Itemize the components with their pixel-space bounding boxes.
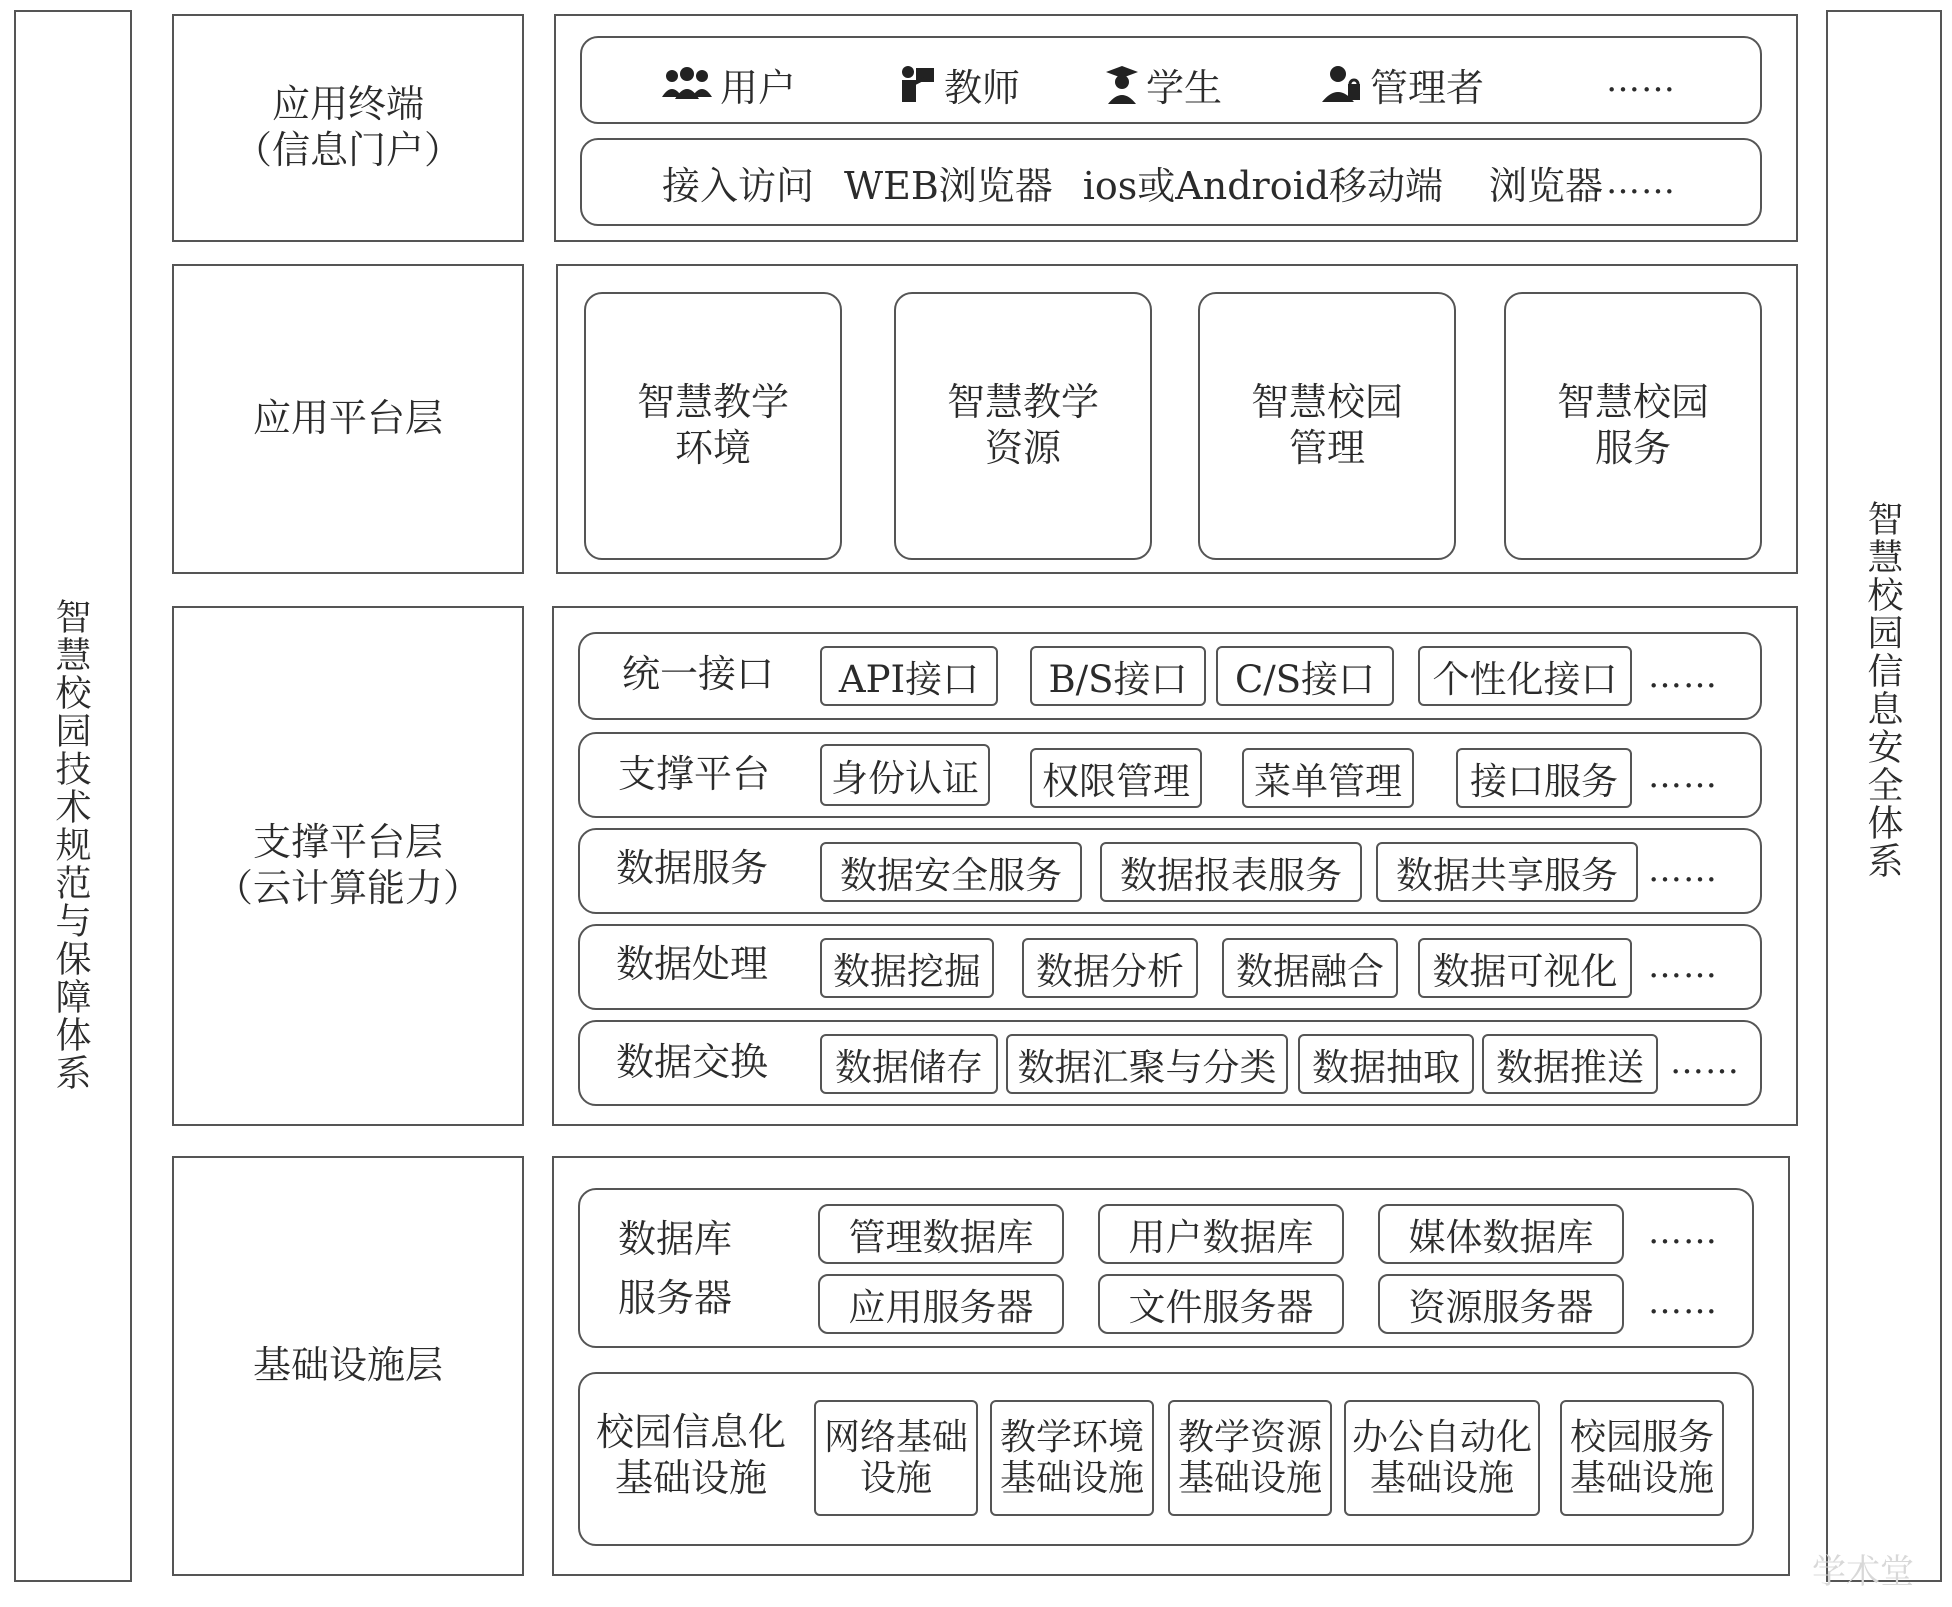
support-row-label: 数据处理	[616, 942, 769, 986]
campus-infra-chip	[990, 1400, 1154, 1516]
app-module-label: 服务	[1594, 426, 1671, 470]
servers-more: ……	[1648, 1282, 1718, 1322]
databases-more: ……	[1648, 1212, 1718, 1252]
right-security-label: 智慧校园信息安全体系	[1862, 500, 1903, 880]
infrastructure-layer-title: 基础设施层	[252, 1343, 443, 1388]
user-types-row	[660, 56, 1484, 112]
support-layer-subtitle: （云计算能力）	[214, 866, 481, 910]
campus-infra-line: 办公自动化	[1351, 1416, 1532, 1458]
app-module-teaching-resources	[894, 292, 1152, 560]
campus-infra-line: 设施	[859, 1458, 932, 1499]
app-module-label: 智慧教学	[946, 380, 1099, 425]
access-web: WEB浏览器	[844, 163, 1053, 208]
campus-infra-line: 基础设施	[999, 1458, 1144, 1499]
app-module-campus-management	[1198, 292, 1456, 560]
support-chip: 数据储存	[820, 1034, 998, 1094]
support-chip: API接口	[820, 646, 998, 706]
app-module-label: 智慧教学	[636, 380, 789, 425]
app-module-teaching-environment	[584, 292, 842, 560]
campus-infra-line: 基础设施	[1569, 1458, 1714, 1499]
support-chip: 数据共享服务	[1376, 842, 1638, 902]
support-chip: 数据分析	[1022, 938, 1198, 998]
support-chip: 个性化接口	[1418, 646, 1632, 706]
support-chip: 数据抽取	[1298, 1034, 1474, 1094]
terminal-layer-title-box	[172, 14, 524, 242]
support-row-more: ……	[1648, 756, 1718, 796]
admin-item	[1320, 57, 1484, 112]
support-chip: B/S接口	[1030, 646, 1206, 706]
campus-infra-line: 网络基础	[823, 1416, 968, 1458]
database-chip: 用户数据库	[1098, 1204, 1344, 1264]
support-row-more: ……	[1648, 656, 1718, 696]
user-types-more: ……	[1606, 60, 1676, 100]
support-row-more: ……	[1670, 1042, 1740, 1082]
terminal-layer-subtitle: （信息门户）	[233, 128, 462, 172]
servers-label-line: 服务器	[618, 1275, 733, 1320]
campus-infra-line: 教学环境	[999, 1416, 1144, 1458]
server-chip: 文件服务器	[1098, 1274, 1344, 1334]
database-chip: 媒体数据库	[1378, 1204, 1624, 1264]
student-icon	[1104, 64, 1140, 104]
app-module-label: 管理	[1288, 426, 1365, 470]
campus-infra-chip	[1560, 1400, 1724, 1516]
infrastructure-layer-title-box	[172, 1156, 524, 1576]
app-module-label: 智慧校园	[1556, 380, 1709, 425]
support-chip: 数据报表服务	[1100, 842, 1362, 902]
access-browser: 浏览器	[1489, 163, 1604, 208]
campus-infra-chip	[1168, 1400, 1332, 1516]
campus-infrastructure-label	[596, 1410, 786, 1501]
student-item	[1104, 57, 1222, 112]
admin-icon	[1320, 64, 1364, 104]
users-icon	[660, 67, 714, 101]
support-chip: 身份认证	[820, 744, 990, 806]
teacher-icon	[894, 64, 938, 104]
server-chip: 应用服务器	[818, 1274, 1064, 1334]
teacher-item	[894, 57, 1020, 112]
database-chip: 管理数据库	[818, 1204, 1064, 1264]
support-chip: 数据融合	[1222, 938, 1398, 998]
app-module-campus-services	[1504, 292, 1762, 560]
access-label: 接入访问	[662, 163, 815, 208]
support-row-more: ……	[1648, 850, 1718, 890]
app-module-label: 环境	[674, 426, 751, 470]
support-chip: C/S接口	[1216, 646, 1394, 706]
support-layer-title: 支撑平台层	[252, 820, 443, 865]
user-label: 用户	[720, 65, 797, 110]
left-standards-label: 智慧校园技术规范与保障体系	[50, 598, 91, 1092]
support-row-label: 数据服务	[616, 846, 769, 890]
campus-label-line: 校园信息化	[596, 1410, 787, 1454]
support-chip: 数据可视化	[1418, 938, 1632, 998]
terminal-layer-title: 应用终端	[271, 82, 424, 127]
servers-label-line: 数据库	[618, 1217, 733, 1261]
servers-block-label	[618, 1210, 732, 1328]
support-chip: 数据挖掘	[820, 938, 994, 998]
campus-infra-line: 基础设施	[1369, 1458, 1514, 1499]
support-chip: 数据汇聚与分类	[1006, 1034, 1288, 1094]
campus-infra-chip	[1344, 1400, 1540, 1516]
campus-infra-line: 教学资源	[1177, 1416, 1322, 1458]
support-chip: 数据推送	[1482, 1034, 1658, 1094]
access-methods-more: ……	[1606, 162, 1676, 202]
support-chip: 数据安全服务	[820, 842, 1082, 902]
support-row-label: 统一接口	[622, 652, 775, 696]
support-row-label: 支撑平台	[618, 752, 771, 796]
campus-label-line: 基础设施	[615, 1455, 768, 1500]
campus-infra-line: 校园服务	[1569, 1416, 1714, 1458]
user-item	[660, 57, 796, 112]
watermark: 学术堂	[1812, 1552, 1914, 1592]
support-row-label: 数据交换	[616, 1040, 769, 1084]
student-label: 学生	[1146, 65, 1223, 110]
teacher-label: 教师	[944, 65, 1021, 110]
support-chip: 权限管理	[1030, 748, 1202, 808]
support-chip: 接口服务	[1456, 748, 1632, 808]
support-row-more: ……	[1648, 946, 1718, 986]
application-layer-title: 应用平台层	[252, 396, 443, 441]
access-methods-row	[662, 154, 1603, 210]
support-layer-title-box	[172, 606, 524, 1126]
admin-label: 管理者	[1370, 65, 1485, 110]
app-module-label: 资源	[984, 426, 1061, 470]
campus-infra-line: 基础设施	[1177, 1458, 1322, 1499]
campus-infra-chip	[814, 1400, 978, 1516]
application-layer-title-box	[172, 264, 524, 574]
server-chip: 资源服务器	[1378, 1274, 1624, 1334]
app-module-label: 智慧校园	[1250, 380, 1403, 425]
access-mobile: ios或Android移动端	[1082, 163, 1444, 208]
support-chip: 菜单管理	[1242, 748, 1414, 808]
